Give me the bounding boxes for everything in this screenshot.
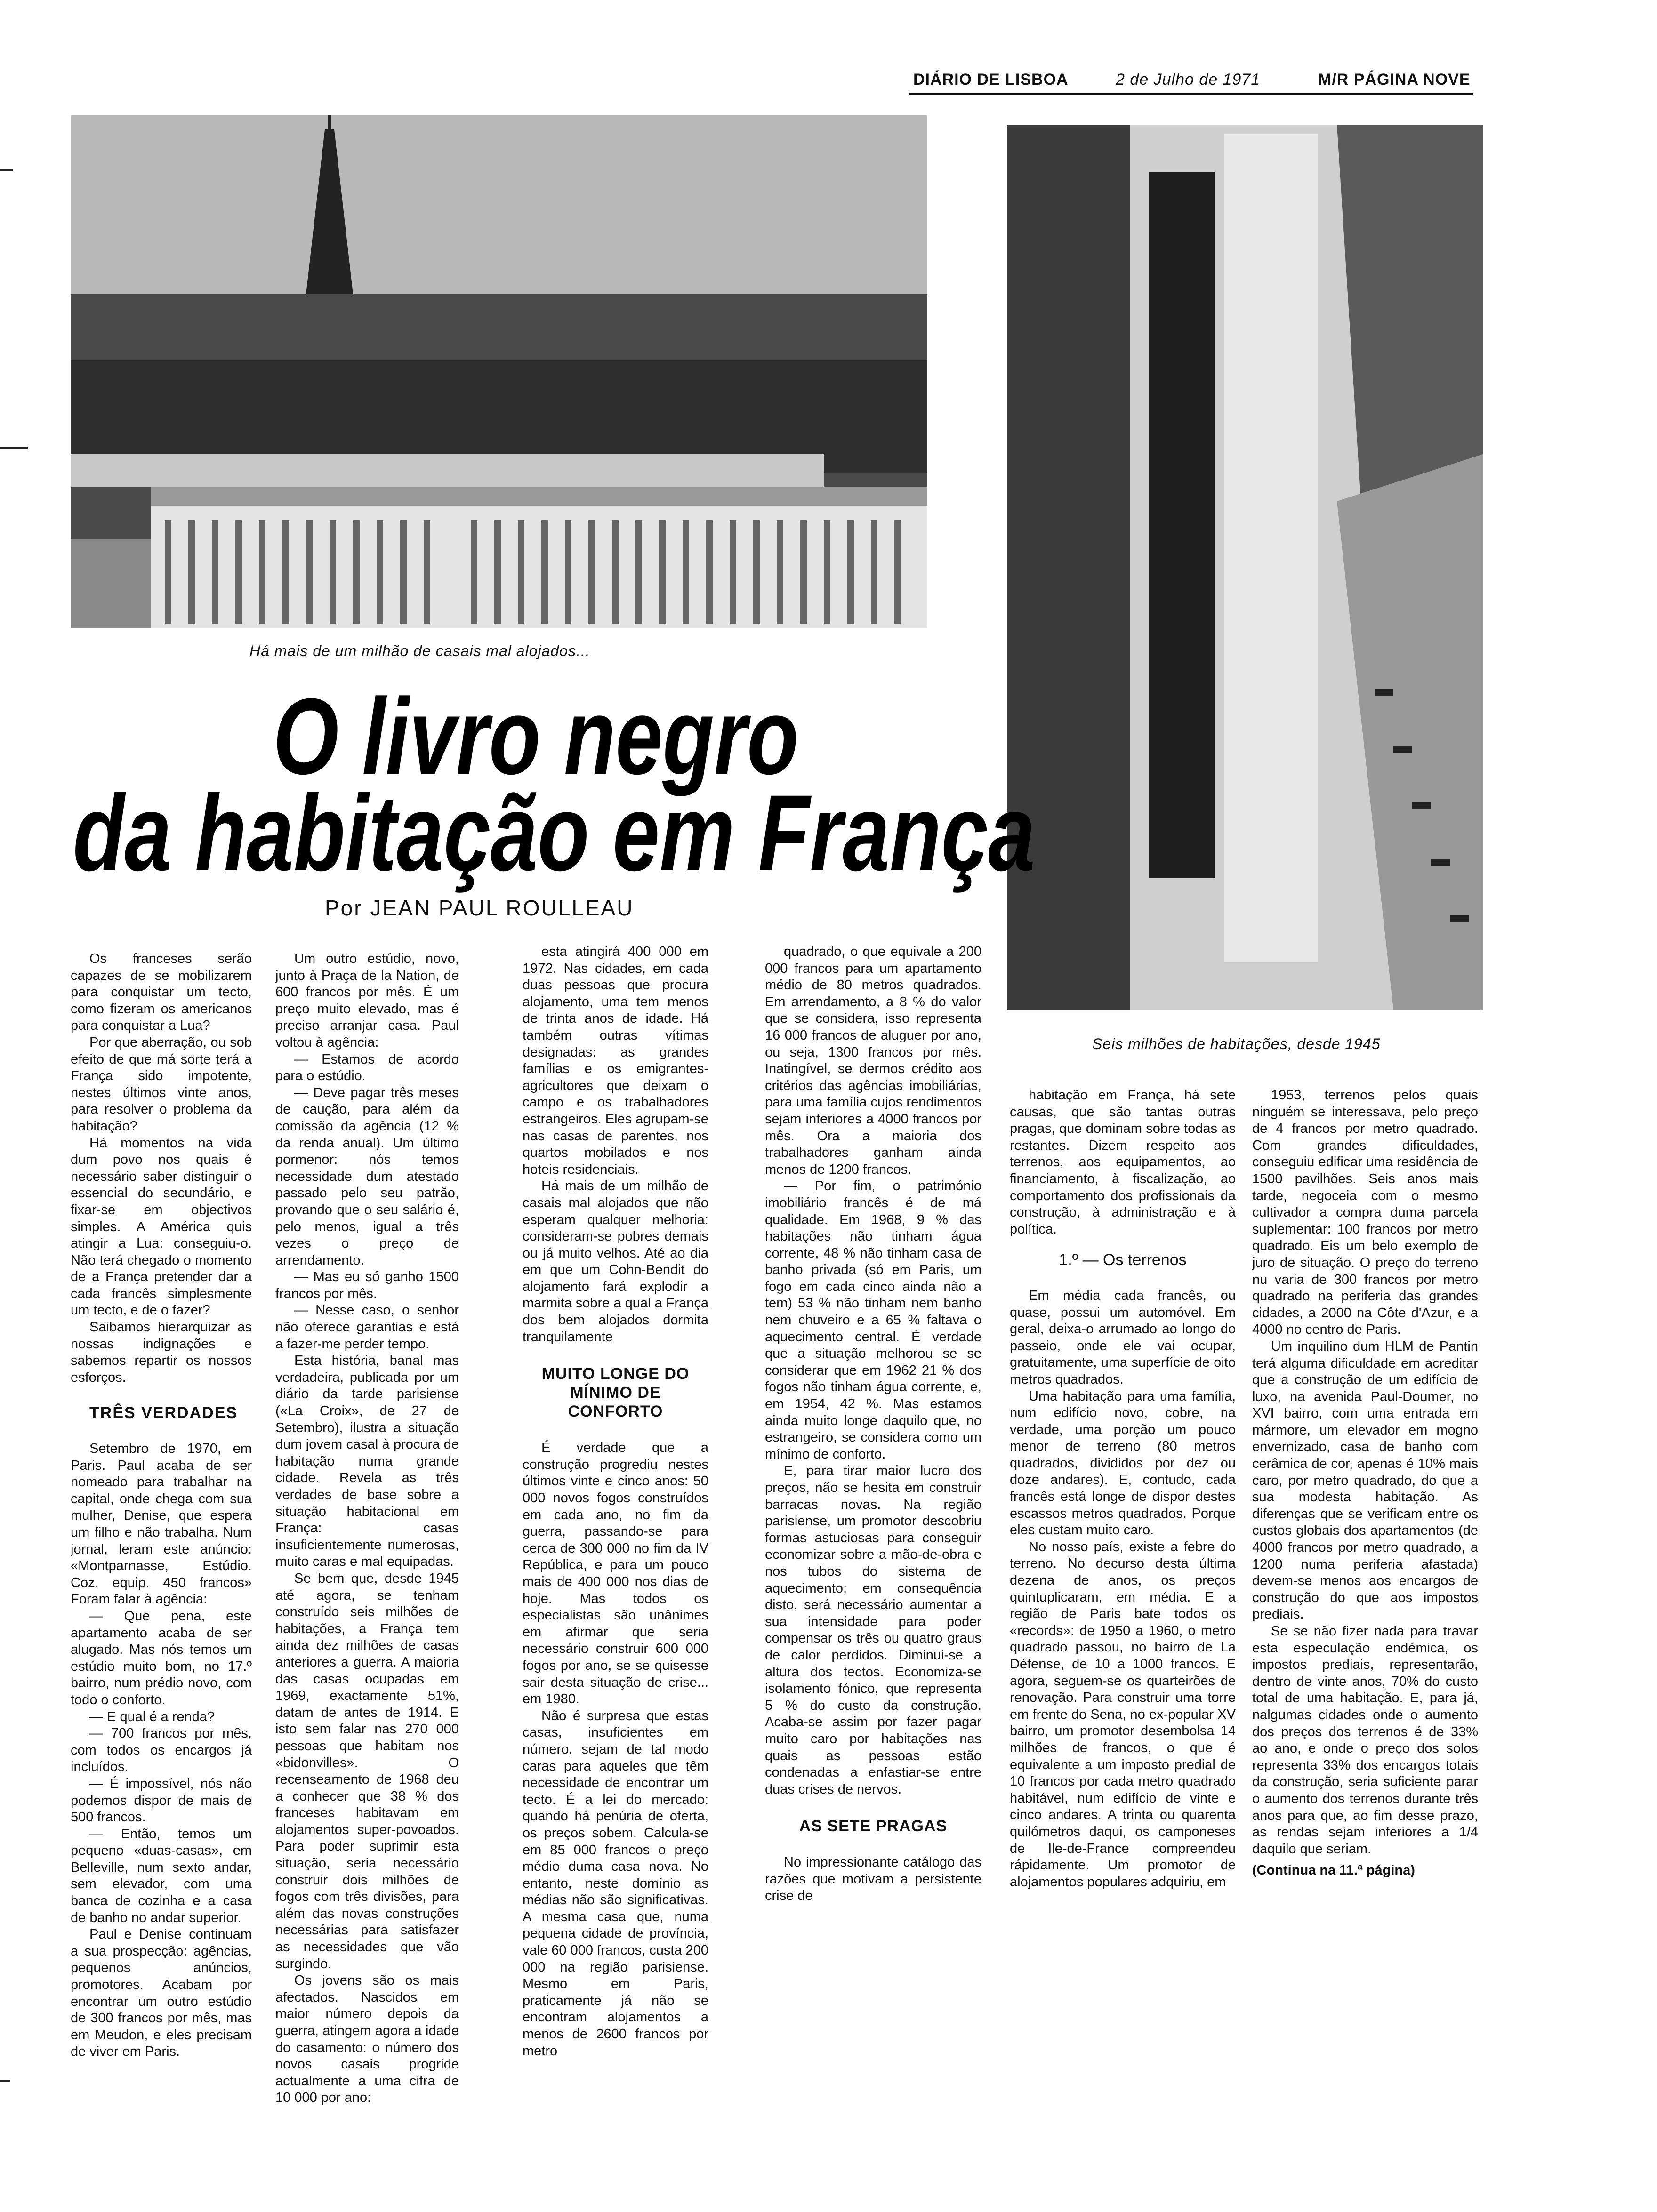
issue-date: 2 de Julho de 1971 xyxy=(1116,71,1261,88)
paragraph: É verdade que a construção progrediu nestes últimos vinte e cinco anos: 50 000 novos fogos construídos em cada ano, no fim da guerra, passando-se para cerca de 300 000 no fim da IV República, e para um pouco mais de 400 000 nos dias de hoje. Mas todos os especialistas são unânimes em afirmar que seria necessário construir 600 000 fogos por ano, se se quisesse sair desta situação de crise... em 1980. xyxy=(523,1440,708,1707)
paragraph: — Estamos de acordo para o estúdio. xyxy=(275,1051,459,1084)
continuation-note: (Continua na 11.ª página) xyxy=(1252,1863,1415,1878)
page-edge-mark xyxy=(0,169,13,171)
paragraph: Os jovens são os mais afectados. Nascidos em maior número depois da guerra, atingem agora a idade do casamento: o número dos novos casais progride actualmente a uma cifra de 10 000 por ano: xyxy=(275,1973,459,2106)
paragraph: Há momentos na vida dum povo nos quais é necessário saber distinguir o essencial do secundário, e fixar-se em objectivos simples. A América quis atingir a Lua: conseguiu-o. Não terá chegado o momento de a França pretender dar a cada francês simplesmente um tecto, e de o fazer? xyxy=(71,1135,252,1318)
paragraph: Por que aberração, ou sob efeito de que má sorte terá a França sido impotente, nestes últimos vinte anos, para resolver o problema da habitação? xyxy=(71,1034,252,1134)
paragraph: — Que pena, este apartamento acaba de ser alugado. Mas nós temos um estúdio muito bom, no 17.º bairro, num prédio novo, com todo o conforto. xyxy=(71,1608,252,1707)
paragraph: Não é surpresa que estas casas, insuficientes em número, sejam de tal modo caras para aqueles que têm necessidade de encontrar um tecto. É a lei do mercado: quando há penúria de oferta, os preços sobem. Calcula-se em 85 000 francos o preço médio duma casa nova. No entanto, neste domínio as médias não são significativas. A mesma casa que, numa pequena cidade de província, vale 60 000 francos, custa 200 000 na região parisiense. Mesmo em Paris, praticamente já não se encontram alojamentos a menos de 2600 francos por metro xyxy=(523,1708,708,2059)
page-header xyxy=(909,71,1473,95)
paragraph: — E qual é a renda? xyxy=(89,1709,215,1724)
byline: Por JEAN PAUL ROULLEAU xyxy=(325,896,634,920)
paragraph: Uma habitação para uma família, num edifício novo, cobre, na verdade, uma porção um pouco menor de terreno (80 metros quadrados, divididos por dez ou doze andares). E, contudo, cada francês está longe de dispor destes escassos metros quadrados. Porque eles custam muito caro. xyxy=(1010,1388,1236,1538)
paragraph: Esta história, banal mas verdadeira, publicada por um diário da tarde parisiense («La Croix», de 27 de Setembro), ilustra a situação dum jovem casal à procura de habitação numa grande cidade. Revela as três verdades de base sobre a situação habitacional em França: casas insuficientemente numerosas, muito caras e mal equipadas. xyxy=(275,1353,459,1570)
paragraph: habitação em França, há sete causas, que são tantas outras pragas, que dominam sobre todas as restantes. Dizem respeito aos terrenos, aos equipamentos, ao financiamento, à fiscalização, ao comportamento dos profissionais da construção, à administração e à política. xyxy=(1010,1088,1236,1237)
paragraph: No nosso país, existe a febre do terreno. No decurso desta última dezena de anos, os preços quintuplicaram, em média. E a região de Paris bate todos os «records»: de 1950 a 1960, o metro quadrado passou, no bairro de La Défense, de 10 a 1000 francos. E agora, seguem-se os quarteirões de renovação. Para construir uma torre em frente do Sena, no ex-popular XV bairro, um promotor desembolsa 14 milhões de francos, o que é equivalente a um imposto predial de 10 francos por cada metro quadrado habitável, num edifício de vinte e cinco andares. A trinta ou quarenta quilómetros daqui, os camponeses de Ile-de-France compreendeu rápidamente. Um promotor de alojamentos populares adquiriu, em xyxy=(1010,1539,1236,1890)
article-column-2 xyxy=(275,951,459,2156)
headline-line-2: da habitação em França xyxy=(73,772,1035,893)
subheading-muito-longe: MUITO LONGE DO MÍNIMO DE CONFORTO xyxy=(541,1365,690,1421)
paragraph: esta atingirá 400 000 em 1972. Nas cidades, em cada duas pessoas que procura alojamento, uma tem menos de trinta anos de idade. Há também outras vítimas designadas: as grandes famílias e os emigrantes-agricultores que deixam o campo e os trabalhadores estrangeiros. Eles agrupam-se nas casas de parentes, nos quartos mobilados e nos hoteis residenciais. xyxy=(523,944,708,1177)
article-column-3 xyxy=(523,944,708,2156)
page-edge-mark xyxy=(0,2080,10,2082)
subheading-tres-verdades: TRÊS VERDADES xyxy=(89,1404,238,1422)
article-column-5 xyxy=(1010,1087,1236,2156)
newspaper-name: DIÁRIO DE LISBOA xyxy=(913,71,1069,88)
section-heading-terrenos: 1.º — Os terrenos xyxy=(1059,1251,1187,1269)
left-photo-caption: Há mais de um milhão de casais mal alojados... xyxy=(249,642,590,659)
subheading-sete-pragas: AS SETE PRAGAS xyxy=(799,1817,948,1835)
paragraph: — Deve pagar três meses de caução, para além da comissão da agência (12 % da renda anual). Um último pormenor: nós temos necessidade dum atestado passado pelo seu patrão, provando que o seu salário é, pelo menos, igual a três vezes o preço de arrendamento. xyxy=(275,1085,459,1268)
paragraph: No impressionante catálogo das razões que motivam a persistente crise de xyxy=(765,1855,981,1904)
paragraph: Em média cada francês, ou quase, possui um automóvel. Em geral, deixa-o arrumado ao longo do passeio, onde ele vai ocupar, gratuitamente, uma superfície de oito metros quadrados. xyxy=(1010,1288,1236,1387)
paragraph: Se bem que, desde 1945 até agora, se tenham construído seis milhões de habitações, a França tem ainda dez milhões de casas anteriores a guerra. A maioria das casas ocupadas em 1969, exactamente 51%, datam de antes de 1914. E isto sem falar nas 270 000 pessoas que habitam nos «bidonvilles». O recenseamento de 1968 deu a conhecer que 38 % dos franceses habitavam em alojamentos super-povoados. Para poder suprimir esta situação, seria necessário construir dois milhões de fogos com três divisões, para além das novas construções necessárias para satisfazer as necessidades que vão surgindo. xyxy=(275,1571,459,1972)
paragraph: Há mais de um milhão de casais mal alojados que não esperam qualquer melhoria: consideram-se pobres demais ou já muito velhos. Até ao dia em que um Cohn-Bendit do alojamento fará explodir a marmita sobre a qual a França dos bem alojados dormita tranquilamente xyxy=(523,1178,708,1345)
paragraph: — Por fim, o património imobiliário francês é de má qualidade. Em 1968, 9 % das habitações não tinham água corrente, 48 % não tinham casa de banho privada (só em Paris, um fogo em cada cinco ainda não a tem) 53 % não tinham nem banho nem chuveiro e a 65 % faltava o aquecimento central. É verdade que a situação melhorou se se considerar que em 1962 21 % dos fogos não tinham água corrente, e, em 1954, 42 %. Mas estamos ainda muito longe daquilo que, no estrangeiro, se considera como um mínimo de conforto. xyxy=(765,1178,981,1462)
right-photo-caption: Seis milhões de habitações, desde 1945 xyxy=(1092,1035,1381,1052)
paragraph: Os franceses serão capazes de se mobilizarem para conquistar um tecto, como fizeram os americanos para conquistar a Lua? xyxy=(71,951,252,1034)
paragraph: Paul e Denise continuam a sua prospecção: agências, pequenos anúncios, promotores. Acabam por encontrar um outro estúdio de 300 francos por mês, mas em Meudon, e eles precisam de viver em Paris. xyxy=(71,1927,252,2060)
article-column-6 xyxy=(1252,1087,1478,2156)
paragraph: — Então, temos um pequeno «duas-casas», em Belleville, num sexto andar, sem elevador, com uma banca de cozinha e a casa de banho no andar superior. xyxy=(71,1826,252,1925)
paragraph: quadrado, o que equivale a 200 000 francos para um apartamento médio de 80 metros quadrados. Em arrendamento, a 8 % do valor que se considera, isso representa 16 000 francos de aluguer por ano, ou seja, 1300 francos por mês. Inatingível, se dermos crédito aos critérios das agências imobiliárias, para uma família cujos rendimentos sejam inferiores a 4000 francos por mês. Ora a maioria dos trabalhadores ganham ainda menos de 1200 francos. xyxy=(765,944,981,1177)
header-rule xyxy=(909,93,1473,95)
paragraph: Saibamos hierarquizar as nossas indignações e sabemos repartir os nossos esforços. xyxy=(71,1320,252,1385)
headline-line-1: O livro negro xyxy=(273,676,799,797)
article-column-4 xyxy=(765,944,981,2156)
page-number: M/R PÁGINA NOVE xyxy=(1318,71,1471,88)
paragraph: — Mas eu só ganho 1500 francos por mês. xyxy=(275,1269,459,1301)
modern-buildings-photo xyxy=(1007,125,1483,1010)
paragraph: E, para tirar maior lucro dos preços, não se hesita em construir barracas novas. Na região parisiense, um promotor descobriu formas astuciosas para conseguir economizar sobre a mão-de-obra e nos tubos do sistema de aquecimento; em consequência disto, será necessário aumentar a sua intensidade para poder compensar os três ou quatro graus de calor perdidos. Diminui-se a altura dos tectos. Economiza-se isolamento fónico, que representa 5 % do custo da construção. Acaba-se assim por fazer pagar muito caro por habitações nas quais as pessoas estão condenadas a enfastiar-se entre duas crises de nervos. xyxy=(765,1463,981,1797)
paragraph: — Nesse caso, o senhor não oferece garantias e está a fazer-me perder tempo. xyxy=(275,1303,459,1352)
paragraph: Setembro de 1970, em Paris. Paul acaba de ser nomeado para trabalhar na capital, onde chega com sua mulher, Denise, que espera um filho e não trabalha. Num jornal, leram este anúncio: «Montparnasse, Estúdio. Coz. equip. 450 francos» Foram falar à agência: xyxy=(71,1441,252,1607)
paragraph: 1953, terrenos pelos quais ninguém se interessava, pelo preço de 4 francos por metro quadrado. Com grandes dificuldades, conseguiu edificar uma residência de 1500 pavilhões. Seis anos mais tarde, negoceia com o mesmo cultivador a compra duma parcela suplementar: 100 francos por metro quadrado. Eis um belo exemplo de juro de situação. O preço do terreno nu varia de 300 francos por metro quadrado na periferia das grandes cidades, a 2000 na Côte d'Azur, e a 4000 no centro de Paris. xyxy=(1252,1088,1478,1338)
paris-skyline-photo xyxy=(71,115,927,628)
paragraph: — 700 francos por mês, com todos os encargos já incluídos. xyxy=(71,1726,252,1775)
paragraph: Um outro estúdio, novo, junto à Praça de la Nation, de 600 francos por mês. É um preço muito elevado, mas é preciso arranjar casa. Paul voltou à agência: xyxy=(275,951,459,1050)
article-column-1 xyxy=(71,951,252,2156)
paragraph: Se se não fizer nada para travar esta especulação endémica, os impostos prediais, representarão, dentro de vinte anos, 70% do custo total de uma habitação. E, para já, nalgumas cidades onde o aumento dos preços dos terrenos é de 33% ao ano, e onde o preço dos solos representa 33% dos encargos totais da construção, seria suficiente parar o aumento dos terrenos durante três anos para que, ao fim desse prazo, as rendas sejam inferiores a 1/4 daquilo que seriam. xyxy=(1252,1624,1478,1857)
paragraph: — É impossível, nós não podemos dispor de mais de 500 francos. xyxy=(71,1776,252,1825)
page-edge-mark xyxy=(0,447,28,449)
paragraph: Um inquilino dum HLM de Pantin terá alguma dificuldade em acreditar que a construção de um edifício de luxo, na avenida Paul-Doumer, no XVI bairro, com uma entrada em mármore, um elevador em mogno envernizado, casa de banho com cerâmica de cor, apenas é 10% mais caro, por metro quadrado, do que a sua modesta habitação. As diferenças que se verificam entre os custos globais dos apartamentos (de 4000 francos por metro quadrado, a 1200 numa periferia afastada) devem-se menos aos encargos de construção do que aos impostos prediais. xyxy=(1252,1338,1478,1622)
